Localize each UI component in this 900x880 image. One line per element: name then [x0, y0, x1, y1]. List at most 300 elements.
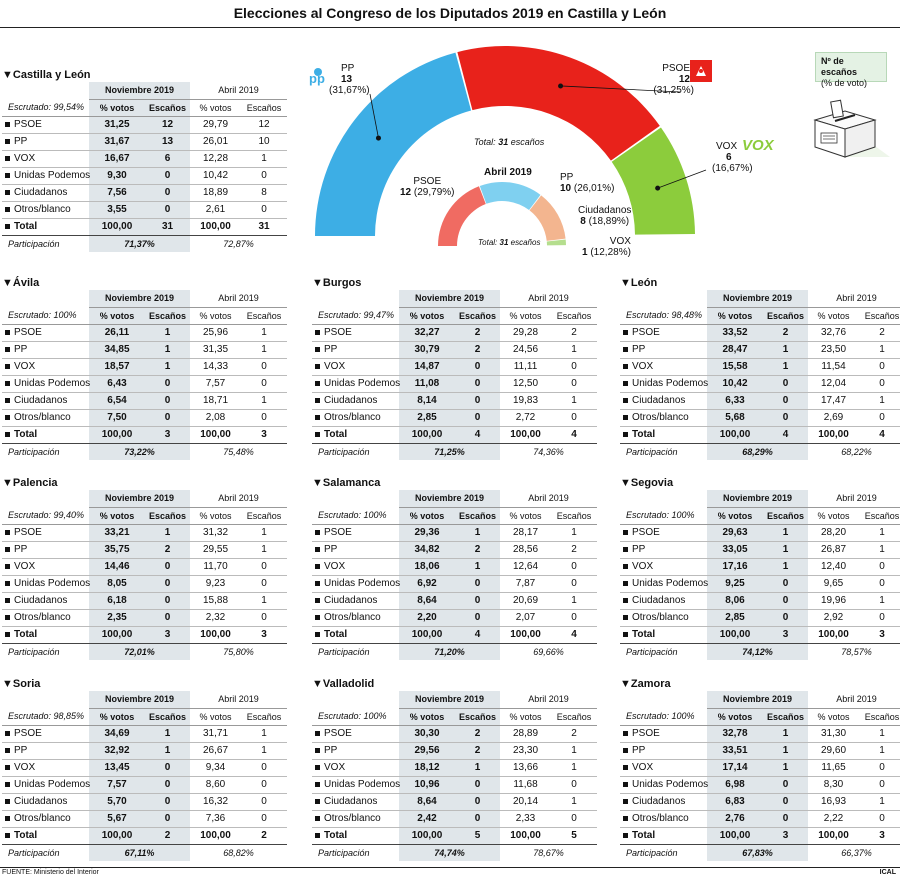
participation-label: Participación [318, 847, 370, 858]
cell-abr-votos: 12,04 [808, 375, 859, 392]
cell-nov-votos: 33,05 [707, 541, 763, 558]
table-title: ▼Burgos [312, 277, 362, 289]
table-row [312, 324, 597, 341]
table-grid [620, 290, 900, 460]
party-cell: Unidas Podemos [620, 575, 707, 592]
cell-abr-escanos: 4 [551, 426, 597, 443]
participation-nov: 71,25% [399, 443, 500, 460]
pp-abr-label [560, 172, 614, 194]
party-cell: VOX [620, 558, 707, 575]
cell-abr-escanos: 12 [241, 116, 287, 133]
cell-nov-votos: 100,00 [707, 426, 763, 443]
participation-nov: 74,12% [707, 643, 808, 660]
cell-nov-votos: 34,69 [89, 725, 145, 742]
cell-abr-escanos: 5 [551, 827, 597, 844]
cell-abr-escanos: 0 [859, 609, 900, 626]
table-title: ▼León [620, 277, 658, 289]
table-title: ▼Ávila [2, 277, 40, 289]
psoe-abr-name: PSOE [413, 176, 442, 187]
party-cell: Ciudadanos [2, 392, 89, 409]
escrutado-label: Escrutado: 100% [312, 507, 399, 524]
cell-nov-votos: 29,36 [399, 524, 455, 541]
party-cell: PP [620, 341, 707, 358]
cell-abr-votos: 7,36 [190, 810, 241, 827]
col-votos: % votos [190, 99, 241, 116]
cell-abr-votos: 28,20 [808, 524, 859, 541]
col-escanos: Escaños [455, 307, 500, 324]
table-row [2, 626, 287, 643]
party-cell: Unidas Podemos [312, 776, 399, 793]
cell-abr-votos: 2,92 [808, 609, 859, 626]
cell-nov-escanos: 3 [145, 626, 190, 643]
cell-abr-votos: 2,32 [190, 609, 241, 626]
cell-abr-votos: 23,50 [808, 341, 859, 358]
participation-nov: 71,37% [89, 235, 190, 252]
cell-abr-escanos: 1 [551, 341, 597, 358]
cell-nov-votos: 2,85 [399, 409, 455, 426]
table-row [620, 409, 900, 426]
party-cell: PP [2, 742, 89, 759]
psoe-nov-pct: (31,25%) [653, 85, 694, 96]
party-cell: VOX [2, 558, 89, 575]
party-cell: VOX [2, 358, 89, 375]
cell-nov-escanos: 0 [455, 776, 500, 793]
party-cell: Total [312, 827, 399, 844]
cell-abr-escanos: 2 [551, 324, 597, 341]
agency-text: ICAL [879, 869, 896, 876]
cell-abr-escanos: 0 [859, 810, 900, 827]
table-row [2, 524, 287, 541]
col-escanos: Escaños [241, 708, 287, 725]
party-cell: Unidas Podemos [2, 167, 89, 184]
cell-nov-votos: 2,20 [399, 609, 455, 626]
party-cell: Total [312, 626, 399, 643]
svg-text:VOX: VOX [742, 137, 774, 154]
cell-nov-votos: 29,56 [399, 742, 455, 759]
cell-nov-votos: 6,83 [707, 793, 763, 810]
party-cell: VOX [2, 759, 89, 776]
cell-nov-escanos: 1 [763, 742, 808, 759]
cell-abr-votos: 2,07 [500, 609, 551, 626]
escrutado-label: Escrutado: 100% [2, 307, 89, 324]
cell-nov-votos: 16,67 [89, 150, 145, 167]
table-title: ▼Salamanca [312, 477, 381, 489]
cell-abr-escanos: 0 [241, 575, 287, 592]
cell-abr-escanos: 0 [241, 609, 287, 626]
table-grid [2, 290, 287, 460]
cell-nov-escanos: 1 [763, 524, 808, 541]
table-row [620, 375, 900, 392]
results-table [2, 276, 287, 460]
cell-nov-escanos: 2 [455, 341, 500, 358]
cell-abr-escanos: 0 [551, 358, 597, 375]
cell-abr-escanos: 1 [859, 592, 900, 609]
cell-nov-votos: 13,45 [89, 759, 145, 776]
party-cell: Ciudadanos [312, 793, 399, 810]
cell-abr-escanos: 4 [551, 626, 597, 643]
table-row [312, 541, 597, 558]
col-votos: % votos [808, 708, 859, 725]
cell-nov-votos: 6,33 [707, 392, 763, 409]
cell-nov-votos: 6,18 [89, 592, 145, 609]
cell-nov-escanos: 0 [763, 609, 808, 626]
cell-nov-escanos: 0 [455, 609, 500, 626]
party-cell: Otros/blanco [620, 810, 707, 827]
results-table [620, 276, 900, 460]
cell-abr-escanos: 3 [241, 426, 287, 443]
party-cell: Ciudadanos [620, 793, 707, 810]
cell-nov-escanos: 0 [145, 592, 190, 609]
cell-nov-escanos: 5 [455, 827, 500, 844]
cell-abr-escanos: 2 [859, 324, 900, 341]
cell-nov-escanos: 3 [145, 426, 190, 443]
cell-nov-votos: 100,00 [89, 218, 145, 235]
party-cell: Unidas Podemos [2, 375, 89, 392]
cell-abr-votos: 31,32 [190, 524, 241, 541]
cell-nov-escanos: 0 [455, 592, 500, 609]
cell-nov-votos: 100,00 [399, 626, 455, 643]
cell-abr-votos: 12,40 [808, 558, 859, 575]
cell-abr-escanos: 0 [551, 776, 597, 793]
table-row [2, 201, 287, 218]
cell-nov-escanos: 1 [145, 324, 190, 341]
table-row [312, 776, 597, 793]
party-cell: Unidas Podemos [312, 575, 399, 592]
cell-abr-escanos: 1 [551, 524, 597, 541]
cell-nov-escanos: 4 [763, 426, 808, 443]
cs-abr-label [578, 205, 631, 227]
table-row [620, 392, 900, 409]
pp-nov-name: PP [341, 63, 355, 74]
col-votos: % votos [399, 307, 455, 324]
cell-nov-escanos: 4 [455, 626, 500, 643]
participation-abr: 78,67% [533, 847, 564, 858]
cell-nov-escanos: 0 [145, 793, 190, 810]
nov-total-unit: escaños [510, 137, 545, 147]
cell-nov-votos: 3,55 [89, 201, 145, 218]
col-votos: % votos [500, 708, 551, 725]
cell-abr-escanos: 0 [551, 558, 597, 575]
cell-nov-votos: 2,42 [399, 810, 455, 827]
cell-nov-escanos: 0 [455, 810, 500, 827]
cell-nov-votos: 10,96 [399, 776, 455, 793]
cell-nov-votos: 100,00 [89, 426, 145, 443]
cell-nov-votos: 18,12 [399, 759, 455, 776]
vox-abr-label [582, 236, 631, 258]
vox-nov-name: VOX [716, 141, 738, 152]
cell-nov-votos: 2,85 [707, 609, 763, 626]
table-row [312, 609, 597, 626]
cell-abr-escanos: 0 [241, 776, 287, 793]
participation-row [2, 235, 287, 252]
escrutado-label: Escrutado: 100% [620, 507, 707, 524]
cell-abr-escanos: 0 [859, 358, 900, 375]
vox-abr-pct: (12,28%) [590, 247, 631, 258]
cell-nov-votos: 32,27 [399, 324, 455, 341]
table-grid [2, 82, 287, 252]
ballot-box-icon [815, 100, 890, 157]
participation-label: Participación [8, 847, 60, 858]
table-row [2, 725, 287, 742]
table-row [2, 558, 287, 575]
cell-nov-escanos: 6 [145, 150, 190, 167]
table-title: ▼Segovia [620, 477, 674, 489]
party-cell: Unidas Podemos [2, 776, 89, 793]
escrutado-label: Escrutado: 99,40% [2, 507, 89, 524]
table-row [312, 558, 597, 575]
header-abr: Abril 2019 [500, 691, 597, 708]
col-votos: % votos [399, 507, 455, 524]
party-cell: Otros/blanco [312, 409, 399, 426]
table-row [620, 759, 900, 776]
cell-abr-escanos: 0 [859, 375, 900, 392]
results-table [312, 476, 597, 660]
cell-abr-votos: 12,28 [190, 150, 241, 167]
results-table [2, 68, 287, 252]
participation-row [620, 844, 900, 861]
party-cell: PP [312, 341, 399, 358]
party-cell: Total [620, 827, 707, 844]
cell-abr-votos: 12,64 [500, 558, 551, 575]
cell-abr-escanos: 1 [859, 524, 900, 541]
table-row [312, 392, 597, 409]
cell-nov-escanos: 1 [145, 358, 190, 375]
cell-abr-escanos: 31 [241, 218, 287, 235]
nov-total-value: 31 [498, 137, 509, 147]
pp-logo-icon [309, 68, 325, 86]
col-escanos: Escaños [859, 307, 900, 324]
party-cell: Unidas Podemos [620, 375, 707, 392]
cell-nov-votos: 17,16 [707, 558, 763, 575]
results-table [312, 677, 597, 861]
table-row [2, 392, 287, 409]
col-escanos: Escaños [551, 507, 597, 524]
table-title: ▼Zamora [620, 678, 671, 690]
cell-nov-escanos: 0 [763, 810, 808, 827]
table-row [2, 150, 287, 167]
cell-abr-escanos: 0 [859, 575, 900, 592]
vox-nov-seats: 6 [726, 152, 732, 163]
party-cell: Unidas Podemos [620, 776, 707, 793]
col-escanos: Escaños [763, 708, 808, 725]
header-nov: Noviembre 2019 [399, 691, 500, 708]
party-cell: PSOE [2, 116, 89, 133]
escrutado-label: Escrutado: 99,47% [312, 307, 399, 324]
table-grid [620, 691, 900, 861]
party-cell: Ciudadanos [312, 592, 399, 609]
cell-abr-votos: 14,33 [190, 358, 241, 375]
cell-nov-escanos: 1 [763, 558, 808, 575]
party-cell: PSOE [620, 324, 707, 341]
participation-row [2, 844, 287, 861]
results-table [2, 677, 287, 861]
cell-abr-votos: 19,96 [808, 592, 859, 609]
participation-label: Participación [318, 646, 370, 657]
party-cell: Total [2, 218, 89, 235]
col-votos: % votos [707, 307, 763, 324]
party-cell: Otros/blanco [312, 609, 399, 626]
cell-nov-votos: 30,30 [399, 725, 455, 742]
escrutado-label: Escrutado: 99,54% [2, 99, 89, 116]
cell-abr-votos: 31,30 [808, 725, 859, 742]
cell-nov-votos: 33,51 [707, 742, 763, 759]
cell-abr-escanos: 10 [241, 133, 287, 150]
cell-abr-votos: 25,96 [190, 324, 241, 341]
cell-abr-escanos: 1 [859, 392, 900, 409]
table-row [2, 426, 287, 443]
cell-nov-escanos: 0 [145, 167, 190, 184]
col-escanos: Escaños [145, 708, 190, 725]
cell-abr-escanos: 1 [241, 392, 287, 409]
cell-abr-escanos: 1 [241, 592, 287, 609]
participation-label: Participación [626, 847, 678, 858]
cell-abr-votos: 17,47 [808, 392, 859, 409]
table-grid [312, 490, 597, 660]
cell-nov-votos: 100,00 [399, 426, 455, 443]
cell-abr-votos: 28,17 [500, 524, 551, 541]
cell-abr-votos: 31,35 [190, 341, 241, 358]
cs-abr-pct: (18,89%) [588, 216, 630, 227]
cell-abr-votos: 100,00 [808, 827, 859, 844]
table-row [620, 558, 900, 575]
cell-nov-escanos: 0 [455, 409, 500, 426]
cell-nov-escanos: 0 [145, 392, 190, 409]
results-table [620, 677, 900, 861]
hemicycle-slice-pp [315, 53, 471, 236]
cell-abr-votos: 29,55 [190, 541, 241, 558]
cell-abr-votos: 10,42 [190, 167, 241, 184]
party-cell: Otros/blanco [620, 609, 707, 626]
cell-nov-votos: 31,25 [89, 116, 145, 133]
table-row [2, 184, 287, 201]
table-row [312, 575, 597, 592]
cell-nov-votos: 9,25 [707, 575, 763, 592]
header-abr: Abril 2019 [190, 82, 287, 99]
cell-nov-escanos: 4 [455, 426, 500, 443]
cell-abr-votos: 100,00 [190, 218, 241, 235]
cell-nov-escanos: 1 [145, 742, 190, 759]
vox-abr-seats: 1 [582, 247, 588, 258]
cell-abr-escanos: 0 [551, 609, 597, 626]
cell-abr-votos: 2,08 [190, 409, 241, 426]
cell-nov-escanos: 0 [763, 409, 808, 426]
cell-nov-escanos: 1 [763, 541, 808, 558]
table-row [312, 626, 597, 643]
participation-abr: 78,57% [841, 646, 872, 657]
col-escanos: Escaños [241, 507, 287, 524]
cell-nov-escanos: 0 [145, 609, 190, 626]
cell-nov-votos: 35,75 [89, 541, 145, 558]
party-cell: PSOE [2, 725, 89, 742]
cell-abr-votos: 100,00 [500, 626, 551, 643]
header-nov: Noviembre 2019 [89, 82, 190, 99]
escrutado-label: Escrutado: 98,85% [2, 708, 89, 725]
table-title: ▼Castilla y León [2, 69, 91, 81]
participation-abr: 69,66% [533, 646, 564, 657]
cell-abr-escanos: 0 [241, 375, 287, 392]
col-votos: % votos [89, 307, 145, 324]
party-cell: PP [312, 742, 399, 759]
cell-nov-votos: 6,98 [707, 776, 763, 793]
party-cell: PP [620, 742, 707, 759]
cell-nov-votos: 9,30 [89, 167, 145, 184]
cell-nov-escanos: 2 [763, 324, 808, 341]
table-row [620, 776, 900, 793]
cell-nov-escanos: 0 [763, 575, 808, 592]
table-row [312, 827, 597, 844]
cell-abr-votos: 7,87 [500, 575, 551, 592]
participation-row [312, 844, 597, 861]
psoe-abr-seats: 12 [400, 187, 412, 198]
table-row [2, 776, 287, 793]
header-nov: Noviembre 2019 [707, 490, 808, 507]
header-nov: Noviembre 2019 [399, 490, 500, 507]
participation-row [2, 443, 287, 460]
cell-nov-votos: 100,00 [399, 827, 455, 844]
cell-nov-votos: 8,64 [399, 592, 455, 609]
cell-abr-votos: 28,89 [500, 725, 551, 742]
cell-nov-votos: 26,11 [89, 324, 145, 341]
cell-abr-votos: 100,00 [190, 827, 241, 844]
participation-label: Participación [626, 646, 678, 657]
table-row [620, 592, 900, 609]
header-abr: Abril 2019 [808, 691, 900, 708]
col-escanos: Escaños [859, 708, 900, 725]
abr-total-prefix: Total: [478, 238, 498, 247]
header-abr: Abril 2019 [500, 290, 597, 307]
cell-nov-votos: 5,68 [707, 409, 763, 426]
table-grid [312, 290, 597, 460]
table-grid [2, 691, 287, 861]
cell-abr-votos: 24,56 [500, 341, 551, 358]
cell-nov-escanos: 0 [145, 776, 190, 793]
cell-abr-escanos: 1 [551, 793, 597, 810]
table-row [2, 167, 287, 184]
cell-nov-votos: 33,21 [89, 524, 145, 541]
participation-row [620, 643, 900, 660]
cell-nov-escanos: 1 [455, 524, 500, 541]
cell-nov-votos: 18,06 [399, 558, 455, 575]
participation-nov: 67,11% [89, 844, 190, 861]
party-cell: PP [2, 341, 89, 358]
cell-nov-escanos: 3 [763, 827, 808, 844]
cell-abr-escanos: 1 [551, 392, 597, 409]
party-cell: PSOE [2, 324, 89, 341]
table-row [2, 133, 287, 150]
cell-abr-votos: 16,32 [190, 793, 241, 810]
page-title: Elecciones al Congreso de los Diputados 2019 en Castilla y León [233, 5, 667, 21]
cell-abr-votos: 7,57 [190, 375, 241, 392]
cell-abr-escanos: 0 [241, 201, 287, 218]
cell-nov-votos: 100,00 [89, 827, 145, 844]
cell-abr-votos: 19,83 [500, 392, 551, 409]
participation-row [2, 643, 287, 660]
col-escanos: Escaños [145, 307, 190, 324]
col-votos: % votos [808, 307, 859, 324]
nov-total-prefix: Total: [474, 137, 496, 147]
party-cell: VOX [312, 358, 399, 375]
header-nov: Noviembre 2019 [89, 691, 190, 708]
participation-nov: 74,74% [399, 844, 500, 861]
party-cell: Otros/blanco [312, 810, 399, 827]
party-cell: Ciudadanos [312, 392, 399, 409]
hemicycle-slice-pp [480, 182, 541, 210]
participation-row [620, 443, 900, 460]
table-row [312, 426, 597, 443]
cell-nov-escanos: 0 [455, 375, 500, 392]
header-abr: Abril 2019 [500, 490, 597, 507]
table-row [312, 375, 597, 392]
